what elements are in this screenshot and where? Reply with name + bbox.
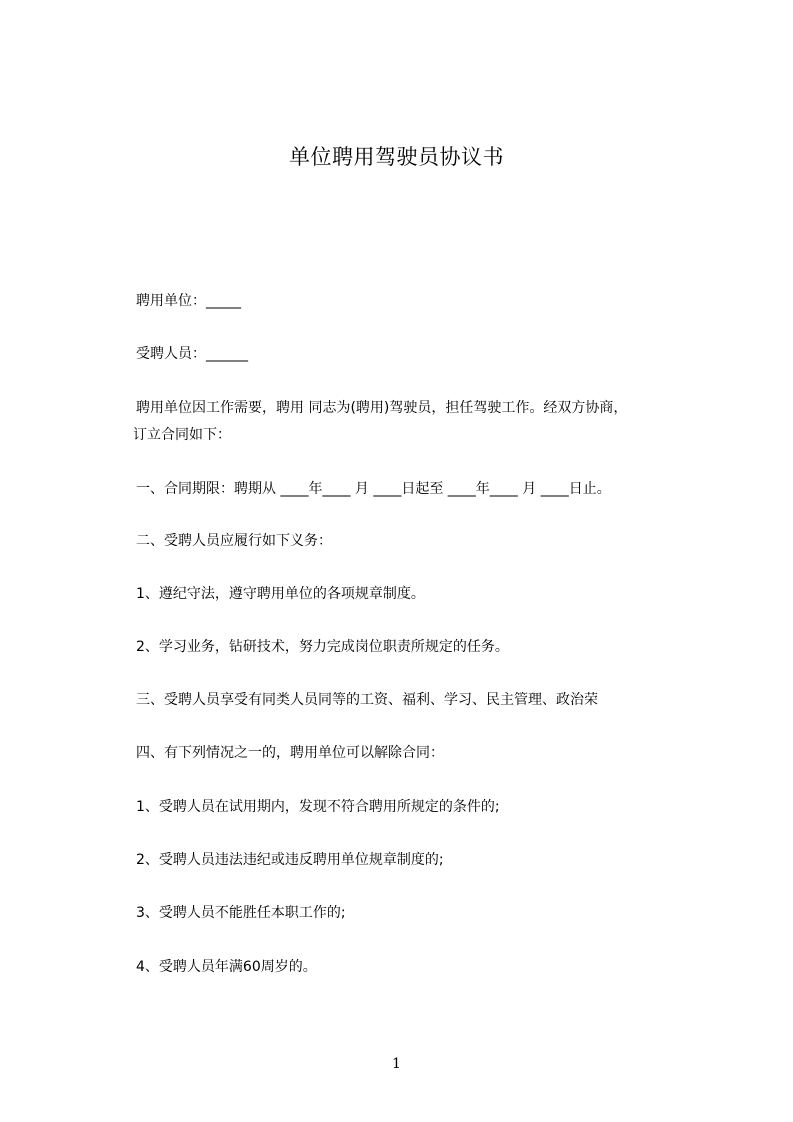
termination-item-3: 3、受聘人员不能胜任本职工作的; bbox=[136, 905, 346, 921]
termination-item-1: 1、受聘人员在试用期内，发现不符合聘用所规定的条件的; bbox=[136, 799, 500, 815]
clause-benefits: 三、受聘人员享受有同类人员同等的工资、福利、学习、民主管理、政治荣 bbox=[136, 692, 598, 708]
intro-line-2: 订立合同如下： bbox=[133, 427, 231, 443]
termination-item-2: 2、受聘人员违法违纪或违反聘用单位规章制度的; bbox=[136, 852, 444, 868]
termination-item-4: 4、受聘人员年满60周岁的。 bbox=[136, 959, 317, 975]
intro-line-1: 聘用单位因工作需要，聘用 同志为(聘用)驾驶员，担任驾驶工作。经双方协商， bbox=[136, 400, 628, 416]
employer-line: 聘用单位：_____ bbox=[136, 293, 241, 309]
clause-duties-heading: 二、受聘人员应履行如下义务： bbox=[136, 533, 332, 549]
clause-termination-heading: 四、有下列情况之一的，聘用单位可以解除合同： bbox=[136, 745, 444, 761]
document-title: 单位聘用驾驶员协议书 bbox=[289, 145, 504, 169]
page-number: 1 bbox=[392, 1056, 401, 1072]
clause-term: 一、合同期限：聘期从 ____年____ 月 ____日起至 ____年____ 月 ____日止。 bbox=[136, 481, 611, 497]
employee-line: 受聘人员：______ bbox=[136, 346, 248, 362]
duty-item-2: 2、学习业务，钻研技术，努力完成岗位职责所规定的任务。 bbox=[136, 639, 509, 655]
duty-item-1: 1、遵纪守法，遵守聘用单位的各项规章制度。 bbox=[136, 586, 425, 602]
